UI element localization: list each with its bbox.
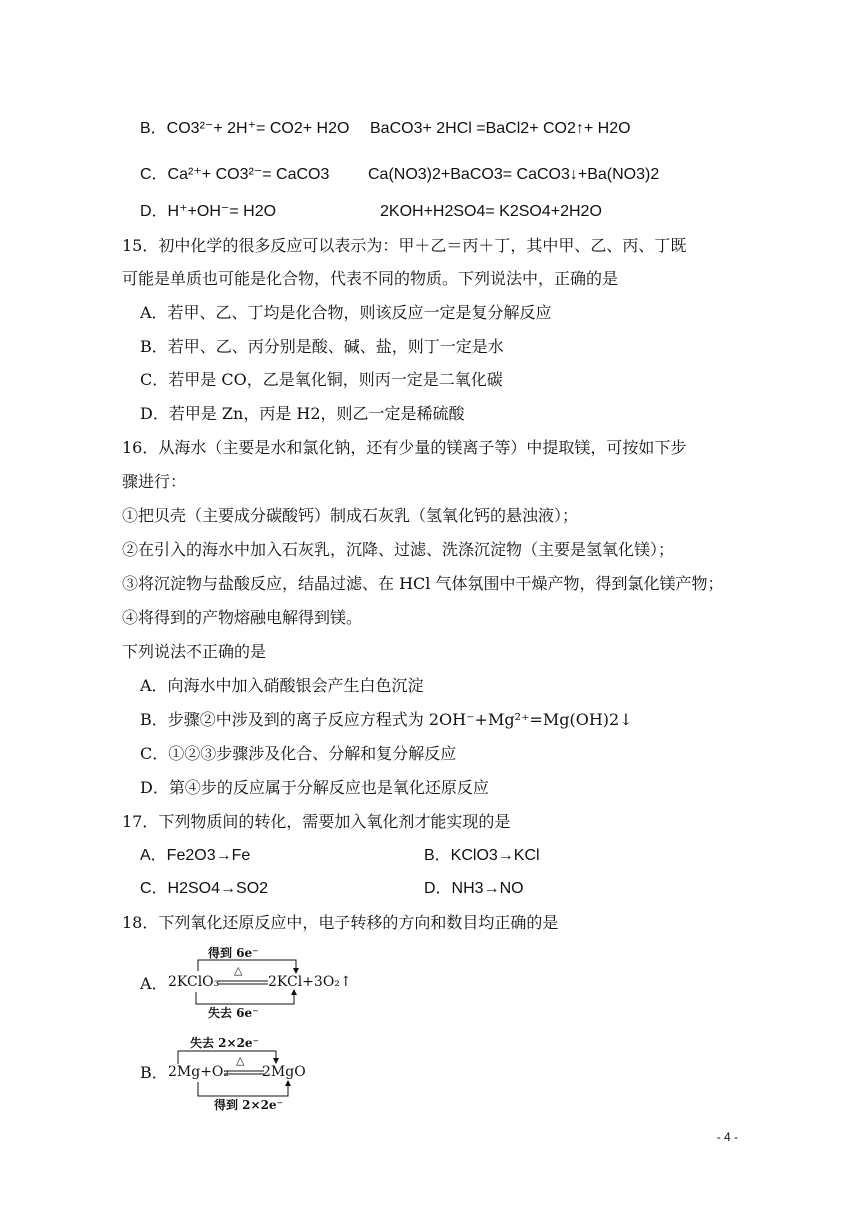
q15-option-d: D．若甲是 Zn，丙是 H2，则乙一定是稀硫酸 <box>140 404 465 423</box>
q16-option-c: C．①②③步骤涉及化合、分解和复分解反应 <box>140 744 457 763</box>
q17-option-a: A．Fe2O3→Fe <box>140 847 251 864</box>
q15-stem-line1: 15．初中化学的很多反应可以表示为：甲＋乙＝丙＋丁，其中甲、乙、丙、丁既 <box>122 236 687 255</box>
q16-step-1: ①把贝壳（主要成分碳酸钙）制成石灰乳（氢氧化钙的悬浊液）； <box>122 506 579 525</box>
page-number: - 4 - <box>716 1130 738 1144</box>
q16-step-3: ③将沉淀物与盐酸反应，结晶过滤、在 HCl 气体氛围中干燥产物，得到氯化镁产物； <box>122 574 724 593</box>
q18-option-a-label: A． <box>140 974 168 993</box>
q15-option-a: A．若甲、乙、丁均是化合物，则该反应一定是复分解反应 <box>140 303 552 322</box>
q17-option-d: D．NH3→NO <box>424 880 524 897</box>
q16-option-b: B．步骤②中涉及到的离子反应方程式为 2OH⁻+Mg²⁺=Mg(OH)2↓ <box>140 710 633 729</box>
q16-option-a: A．向海水中加入硝酸银会产生白色沉淀 <box>140 676 424 695</box>
eq-b-loss-label: 失去 2×2e⁻ <box>190 1036 259 1050</box>
q15-option-b: B．若甲、乙、丙分别是酸、碱、盐，则丁一定是水 <box>140 337 504 356</box>
eq-b-reactant: 2Mg+O₂ <box>168 1064 230 1080</box>
q18-stem: 18．下列氧化还原反应中，电子转移的方向和数目均正确的是 <box>122 913 559 932</box>
q16-stem-line2: 骤进行： <box>122 472 187 491</box>
eq-b-gain-label: 得到 2×2e⁻ <box>214 1098 283 1112</box>
eq-a-gain-label: 得到 6e⁻ <box>208 946 259 960</box>
q15-option-c: C．若甲是 CO，乙是氧化铜，则丙一定是二氧化碳 <box>140 370 503 389</box>
q16-stem-line1: 16．从海水（主要是水和氯化钠，还有少量的镁离子等）中提取镁，可按如下步 <box>122 438 687 457</box>
q16-step-2: ②在引入的海水中加入石灰乳，沉降、过滤、洗涤沉淀物（主要是氢氧化镁）； <box>122 540 675 559</box>
eq-a-heat: △ <box>234 964 243 977</box>
eq-a-reactant: 2KClO₃ <box>168 974 220 990</box>
q15-stem-line2: 可能是单质也可能是化合物，代表不同的物质。下列说法中，正确的是 <box>122 269 619 288</box>
option-c-left: C．Ca²⁺+ CO3²⁻= CaCO3 <box>140 166 330 183</box>
eq-a-product: 2KCl+3O₂↑ <box>268 974 352 990</box>
q17-stem: 17．下列物质间的转化，需要加入氧化剂才能实现的是 <box>122 812 511 831</box>
eq-b-heat: △ <box>236 1054 245 1067</box>
option-d-right: 2KOH+H2SO4= K2SO4+2H2O <box>380 203 602 220</box>
option-c-right: Ca(NO3)2+BaCO3= CaCO3↓+Ba(NO3)2 <box>368 166 660 183</box>
q16-question: 下列说法不正确的是 <box>122 642 267 661</box>
option-b-right: BaCO3+ 2HCl =BaCl2+ CO2↑+ H2O <box>370 120 631 137</box>
q16-step-4: ④将得到的产物熔融电解得到镁。 <box>122 608 363 627</box>
q17-option-c: C．H2SO4→SO2 <box>140 880 269 897</box>
q18-equation-a <box>168 944 352 1020</box>
eq-b-product: 2MgO <box>262 1064 306 1080</box>
option-d-left: D．H⁺+OH⁻= H2O <box>140 203 277 220</box>
q18-equation-b <box>168 1034 308 1114</box>
q17-option-b: B．KClO3→KCl <box>424 847 540 864</box>
q18-option-b-label: B． <box>140 1063 168 1082</box>
eq-a-loss-label: 失去 6e⁻ <box>208 1006 259 1020</box>
q16-option-d: D．第④步的反应属于分解反应也是氧化还原反应 <box>140 778 489 797</box>
option-b-left: B．CO3²⁻+ 2H⁺= CO2+ H2O <box>140 120 350 137</box>
